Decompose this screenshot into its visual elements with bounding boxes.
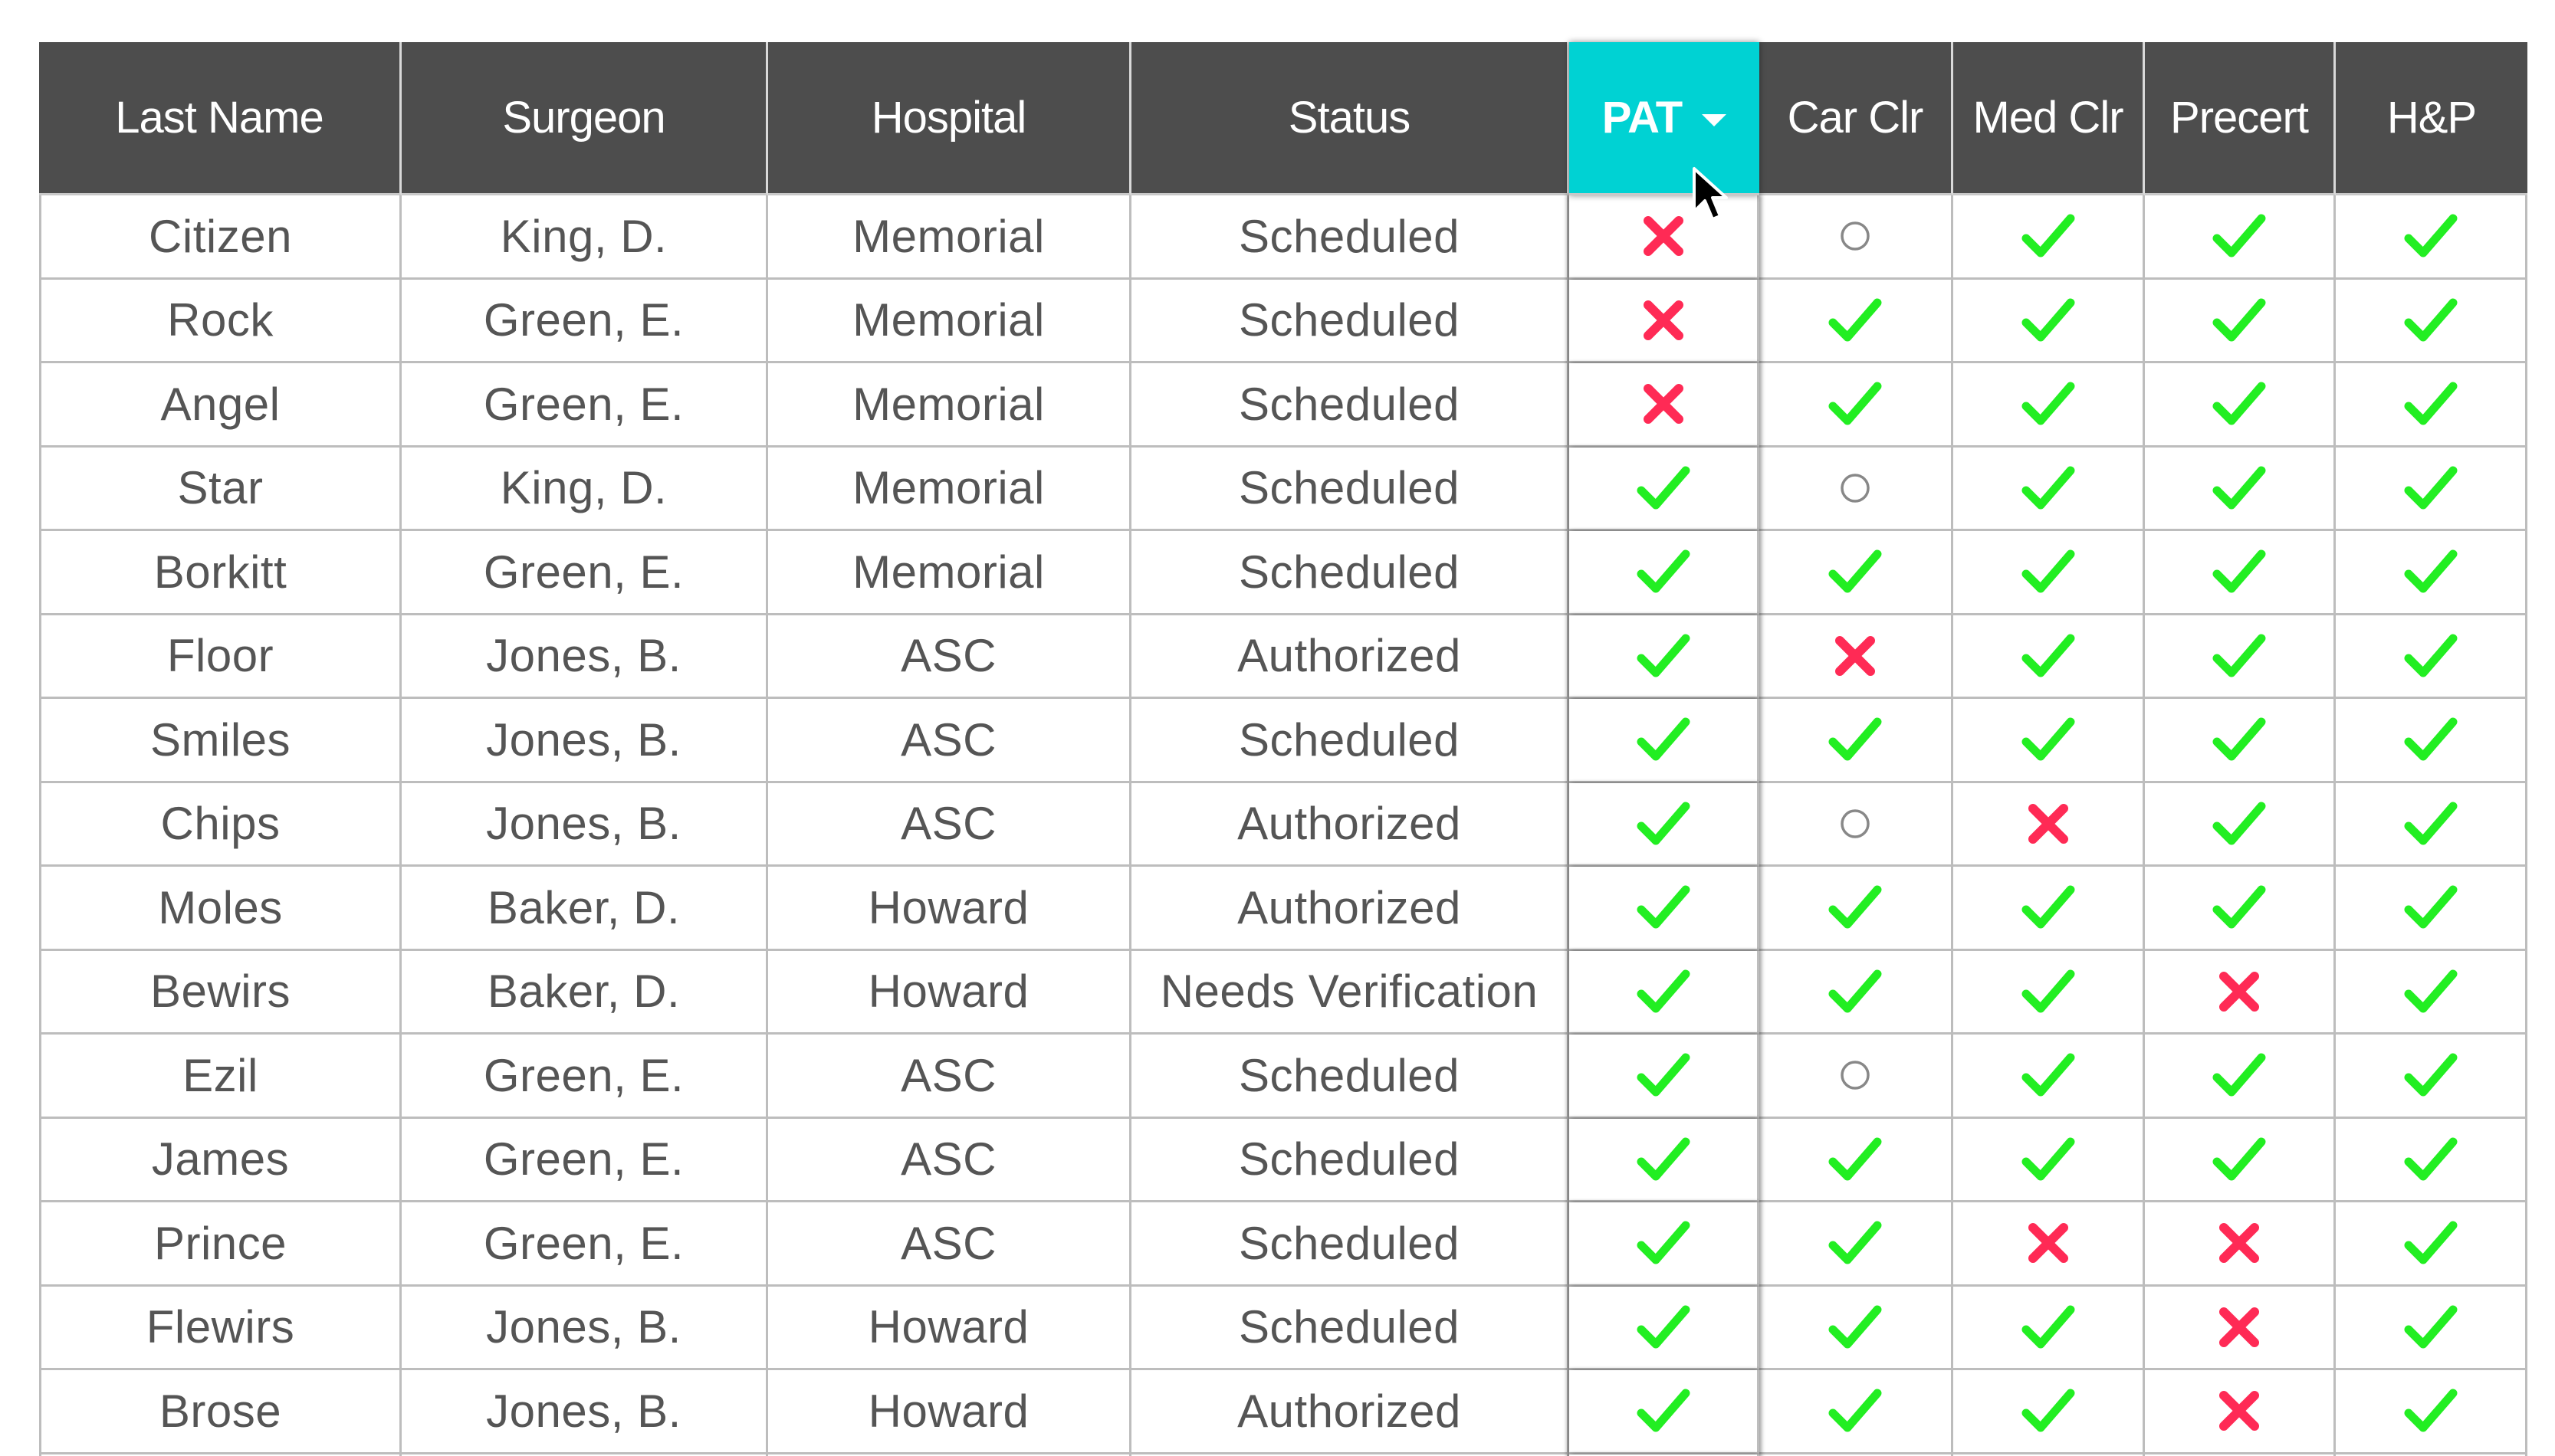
column-header-label: Hospital <box>871 93 1026 143</box>
check-icon <box>2212 464 2266 512</box>
cell-status[interactable]: Authorized <box>1131 867 1569 951</box>
check-icon <box>1637 1136 1690 1183</box>
cell-last-name[interactable]: Floor <box>39 615 402 700</box>
cell-precert[interactable] <box>2145 363 2336 448</box>
check-icon <box>2404 1304 2458 1351</box>
cell-hospital[interactable]: ASC <box>768 1035 1131 1119</box>
cell-status[interactable]: Scheduled <box>1131 1119 1569 1203</box>
x-icon <box>2217 969 2261 1014</box>
cell-car-clr[interactable] <box>1759 448 1953 532</box>
check-icon <box>2212 548 2266 595</box>
check-icon <box>1637 884 1690 931</box>
cell-surgeon[interactable]: Green, E. <box>402 1119 768 1203</box>
check-icon <box>2404 464 2458 512</box>
x-icon <box>1641 214 1686 258</box>
column-header-last-name[interactable] <box>39 42 402 195</box>
cell-hp[interactable] <box>2336 1119 2527 1203</box>
check-icon <box>2404 716 2458 763</box>
cell-car-clr[interactable] <box>1759 195 1953 280</box>
cell-car-clr[interactable] <box>1759 1035 1953 1119</box>
check-icon <box>2021 548 2075 595</box>
cell-surgeon[interactable]: Green, E. <box>402 531 768 615</box>
check-icon <box>1828 1136 1882 1183</box>
check-icon <box>2404 1387 2458 1435</box>
cell-pat[interactable] <box>1569 448 1759 532</box>
x-icon <box>2217 1305 2261 1349</box>
column-header-hospital[interactable] <box>768 42 1131 195</box>
cell-med-clr[interactable] <box>1953 280 2145 364</box>
check-icon <box>2212 1136 2266 1183</box>
x-icon <box>1641 298 1686 343</box>
cell-car-clr[interactable] <box>1759 699 1953 783</box>
sort-dropdown-icon[interactable] <box>1702 114 1726 126</box>
cell-last-name[interactable]: Moles <box>39 867 402 951</box>
column-header-label: Status <box>1288 93 1411 143</box>
check-icon <box>1637 632 1690 680</box>
column-header-hp[interactable] <box>2336 42 2527 195</box>
cell-car-clr[interactable] <box>1759 1202 1953 1287</box>
check-icon <box>2212 1051 2266 1099</box>
cell-last-name[interactable]: James <box>39 1119 402 1203</box>
check-icon <box>1828 548 1882 595</box>
cell-pat[interactable] <box>1569 531 1759 615</box>
check-icon <box>1637 716 1690 763</box>
cell-med-clr[interactable] <box>1953 699 2145 783</box>
check-icon <box>1828 716 1882 763</box>
check-icon <box>2212 884 2266 931</box>
cell-hospital[interactable]: ASC <box>768 783 1131 867</box>
cell-hp[interactable] <box>2336 1370 2527 1454</box>
cell-precert[interactable] <box>2145 195 2336 280</box>
cell-status[interactable]: Scheduled <box>1131 363 1569 448</box>
cell-pat[interactable] <box>1569 951 1759 1035</box>
x-icon <box>2217 1221 2261 1265</box>
cell-med-clr[interactable] <box>1953 448 2145 532</box>
cell-last-name[interactable]: Prince <box>39 1202 402 1287</box>
cell-hp[interactable] <box>2336 448 2527 532</box>
cell-med-clr[interactable] <box>1953 195 2145 280</box>
cell-hp[interactable] <box>2336 867 2527 951</box>
cell-med-clr[interactable] <box>1953 531 2145 615</box>
cell-hospital[interactable]: ASC <box>768 1202 1131 1287</box>
cell-hp[interactable] <box>2336 531 2527 615</box>
column-header-label: Last Name <box>115 93 323 143</box>
cell-surgeon[interactable]: King, D. <box>402 195 768 280</box>
cell-car-clr[interactable] <box>1759 783 1953 867</box>
cell-car-clr[interactable] <box>1759 951 1953 1035</box>
cell-pat[interactable] <box>1569 1119 1759 1203</box>
cell-hospital[interactable]: Howard <box>768 1370 1131 1454</box>
cell-pat[interactable] <box>1569 1287 1759 1371</box>
column-header-label: Surgeon <box>502 93 665 143</box>
cell-hp[interactable] <box>2336 363 2527 448</box>
column-header-label: PAT <box>1601 93 1683 143</box>
check-icon <box>2021 1304 2075 1351</box>
cell-last-name[interactable]: Star <box>39 448 402 532</box>
cell-status[interactable]: Scheduled <box>1131 195 1569 280</box>
mouse-pointer-icon <box>1691 166 1731 231</box>
x-icon <box>1641 382 1686 426</box>
check-icon <box>1637 1387 1690 1435</box>
cell-med-clr[interactable] <box>1953 867 2145 951</box>
check-icon <box>2212 716 2266 763</box>
check-icon <box>1828 297 1882 344</box>
cell-status[interactable]: Needs Verification <box>1131 951 1569 1035</box>
column-header-precert[interactable] <box>2145 42 2336 195</box>
cell-med-clr[interactable] <box>1953 615 2145 700</box>
column-header-surgeon[interactable] <box>402 42 768 195</box>
check-icon <box>2404 212 2458 260</box>
cell-status[interactable]: Authorized <box>1131 1370 1569 1454</box>
cell-car-clr[interactable] <box>1759 1370 1953 1454</box>
x-icon <box>2026 1221 2071 1265</box>
cell-surgeon[interactable]: Jones, B. <box>402 699 768 783</box>
cell-status[interactable]: Scheduled <box>1131 280 1569 364</box>
check-icon <box>2404 1219 2458 1267</box>
cell-status[interactable]: Scheduled <box>1131 699 1569 783</box>
check-icon <box>1637 800 1690 848</box>
cell-last-name[interactable]: Chips <box>39 783 402 867</box>
cell-med-clr[interactable] <box>1953 1202 2145 1287</box>
column-header-status[interactable] <box>1131 42 1569 195</box>
cell-hp[interactable] <box>2336 783 2527 867</box>
check-icon <box>2212 800 2266 848</box>
cell-precert[interactable] <box>2145 1370 2336 1454</box>
circle-icon <box>1838 219 1872 253</box>
cell-status[interactable]: Scheduled <box>1131 1202 1569 1287</box>
cell-hospital[interactable]: Howard <box>768 1287 1131 1371</box>
check-icon <box>1637 1219 1690 1267</box>
check-icon <box>2404 632 2458 680</box>
column-header-med-clr[interactable] <box>1953 42 2145 195</box>
cell-status[interactable]: Scheduled <box>1131 1287 1569 1371</box>
cell-precert[interactable] <box>2145 1035 2336 1119</box>
cell-pat[interactable] <box>1569 615 1759 700</box>
check-icon <box>1828 884 1882 931</box>
cell-last-name[interactable]: Smiles <box>39 699 402 783</box>
cell-car-clr[interactable] <box>1759 1119 1953 1203</box>
check-icon <box>2021 884 2075 931</box>
cell-status[interactable]: Scheduled <box>1131 1035 1569 1119</box>
cell-pat[interactable] <box>1569 280 1759 364</box>
cell-precert[interactable] <box>2145 280 2336 364</box>
cell-med-clr[interactable] <box>1953 1287 2145 1371</box>
cell-surgeon[interactable]: Jones, B. <box>402 615 768 700</box>
check-icon <box>1637 968 1690 1015</box>
check-icon <box>2212 297 2266 344</box>
cell-pat[interactable] <box>1569 1370 1759 1454</box>
check-icon <box>2212 380 2266 428</box>
check-icon <box>2404 548 2458 595</box>
cell-med-clr[interactable] <box>1953 1119 2145 1203</box>
column-header-label: Car Clr <box>1787 93 1923 143</box>
cell-hospital[interactable]: Memorial <box>768 280 1131 364</box>
cell-status[interactable]: Scheduled <box>1131 531 1569 615</box>
cell-last-name[interactable]: Rock <box>39 280 402 364</box>
check-icon <box>1637 1304 1690 1351</box>
cell-car-clr[interactable] <box>1759 1287 1953 1371</box>
x-icon <box>1833 634 1877 678</box>
cell-hospital[interactable]: Howard <box>768 951 1131 1035</box>
cell-status[interactable]: Authorized <box>1131 783 1569 867</box>
check-icon <box>1637 548 1690 595</box>
cell-med-clr[interactable] <box>1953 951 2145 1035</box>
cell-hp[interactable] <box>2336 1202 2527 1287</box>
cell-status[interactable]: Authorized <box>1131 615 1569 700</box>
check-icon <box>2021 968 2075 1015</box>
check-icon <box>2021 716 2075 763</box>
cell-pat[interactable] <box>1569 699 1759 783</box>
check-icon <box>1828 380 1882 428</box>
cell-precert[interactable] <box>2145 783 2336 867</box>
cell-hospital[interactable]: Memorial <box>768 448 1131 532</box>
cell-pat[interactable] <box>1569 363 1759 448</box>
check-icon <box>2021 380 2075 428</box>
check-icon <box>2404 1136 2458 1183</box>
cell-car-clr[interactable] <box>1759 615 1953 700</box>
cell-last-name[interactable]: Brose <box>39 1370 402 1454</box>
cell-precert[interactable] <box>2145 699 2336 783</box>
cell-surgeon[interactable]: Green, E. <box>402 280 768 364</box>
cell-pat[interactable] <box>1569 1035 1759 1119</box>
cell-precert[interactable] <box>2145 867 2336 951</box>
cell-hp[interactable] <box>2336 195 2527 280</box>
cell-hp[interactable] <box>2336 1035 2527 1119</box>
cell-surgeon[interactable]: King, D. <box>402 448 768 532</box>
check-icon <box>2021 297 2075 344</box>
check-icon <box>1637 464 1690 512</box>
cell-precert[interactable] <box>2145 1287 2336 1371</box>
cell-surgeon[interactable]: Green, E. <box>402 1035 768 1119</box>
cell-hospital[interactable]: Memorial <box>768 195 1131 280</box>
x-icon <box>2026 802 2071 846</box>
cell-pat[interactable] <box>1569 783 1759 867</box>
cell-hospital[interactable]: Memorial <box>768 531 1131 615</box>
cell-car-clr[interactable] <box>1759 867 1953 951</box>
check-icon <box>2404 297 2458 344</box>
cell-hospital[interactable]: ASC <box>768 699 1131 783</box>
cell-pat[interactable] <box>1569 867 1759 951</box>
cell-hp[interactable] <box>2336 951 2527 1035</box>
cell-surgeon[interactable]: Jones, B. <box>402 783 768 867</box>
check-icon <box>2404 884 2458 931</box>
cell-hp[interactable] <box>2336 615 2527 700</box>
cell-precert[interactable] <box>2145 1202 2336 1287</box>
check-icon <box>2212 212 2266 260</box>
column-header-label: Precert <box>2170 93 2308 143</box>
check-icon <box>1828 1387 1882 1435</box>
check-icon <box>2021 632 2075 680</box>
check-icon <box>2404 380 2458 428</box>
check-icon <box>1828 968 1882 1015</box>
check-icon <box>2021 464 2075 512</box>
cell-last-name[interactable]: Ezil <box>39 1035 402 1119</box>
check-icon <box>2021 1051 2075 1099</box>
cell-precert[interactable] <box>2145 951 2336 1035</box>
check-icon <box>2021 212 2075 260</box>
check-icon <box>2212 632 2266 680</box>
cell-status[interactable]: Scheduled <box>1131 448 1569 532</box>
cell-hospital[interactable]: ASC <box>768 615 1131 700</box>
check-icon <box>2404 800 2458 848</box>
cell-last-name[interactable]: Citizen <box>39 195 402 280</box>
cell-surgeon[interactable]: Green, E. <box>402 1202 768 1287</box>
cell-pat[interactable] <box>1569 1202 1759 1287</box>
cell-precert[interactable] <box>2145 1119 2336 1203</box>
circle-icon <box>1838 1058 1872 1092</box>
column-header-car-clr[interactable] <box>1759 42 1953 195</box>
check-icon <box>2021 1136 2075 1183</box>
cell-car-clr[interactable] <box>1759 531 1953 615</box>
cell-precert[interactable] <box>2145 448 2336 532</box>
cell-hospital[interactable]: Memorial <box>768 363 1131 448</box>
check-icon <box>2021 1387 2075 1435</box>
cell-last-name[interactable]: Flewirs <box>39 1287 402 1371</box>
cell-precert[interactable] <box>2145 615 2336 700</box>
cell-hp[interactable] <box>2336 699 2527 783</box>
cell-hp[interactable] <box>2336 1287 2527 1371</box>
check-icon <box>2404 1051 2458 1099</box>
cell-med-clr[interactable] <box>1953 1370 2145 1454</box>
circle-icon <box>1838 471 1872 505</box>
cell-last-name[interactable]: Borkitt <box>39 531 402 615</box>
x-icon <box>2217 1389 2261 1433</box>
cell-last-name[interactable]: Angel <box>39 363 402 448</box>
patient-clearance-table <box>39 42 2527 1456</box>
cell-hospital[interactable]: ASC <box>768 1119 1131 1203</box>
cell-precert[interactable] <box>2145 531 2336 615</box>
cell-last-name[interactable]: Bewirs <box>39 951 402 1035</box>
cell-car-clr[interactable] <box>1759 363 1953 448</box>
cell-surgeon[interactable]: Green, E. <box>402 363 768 448</box>
cell-car-clr[interactable] <box>1759 280 1953 364</box>
check-icon <box>1828 1304 1882 1351</box>
check-icon <box>2404 968 2458 1015</box>
circle-icon <box>1838 807 1872 841</box>
check-icon <box>1828 1219 1882 1267</box>
cell-med-clr[interactable] <box>1953 1035 2145 1119</box>
cell-surgeon[interactable]: Baker, D. <box>402 867 768 951</box>
cell-hospital[interactable]: Howard <box>768 867 1131 951</box>
cell-surgeon[interactable]: Jones, B. <box>402 1287 768 1371</box>
cell-hp[interactable] <box>2336 280 2527 364</box>
check-icon <box>1637 1051 1690 1099</box>
cell-med-clr[interactable] <box>1953 363 2145 448</box>
cell-med-clr[interactable] <box>1953 783 2145 867</box>
column-header-label: H&P <box>2386 93 2477 143</box>
cell-surgeon[interactable]: Jones, B. <box>402 1370 768 1454</box>
cell-surgeon[interactable]: Baker, D. <box>402 951 768 1035</box>
column-header-label: Med Clr <box>1972 93 2123 143</box>
